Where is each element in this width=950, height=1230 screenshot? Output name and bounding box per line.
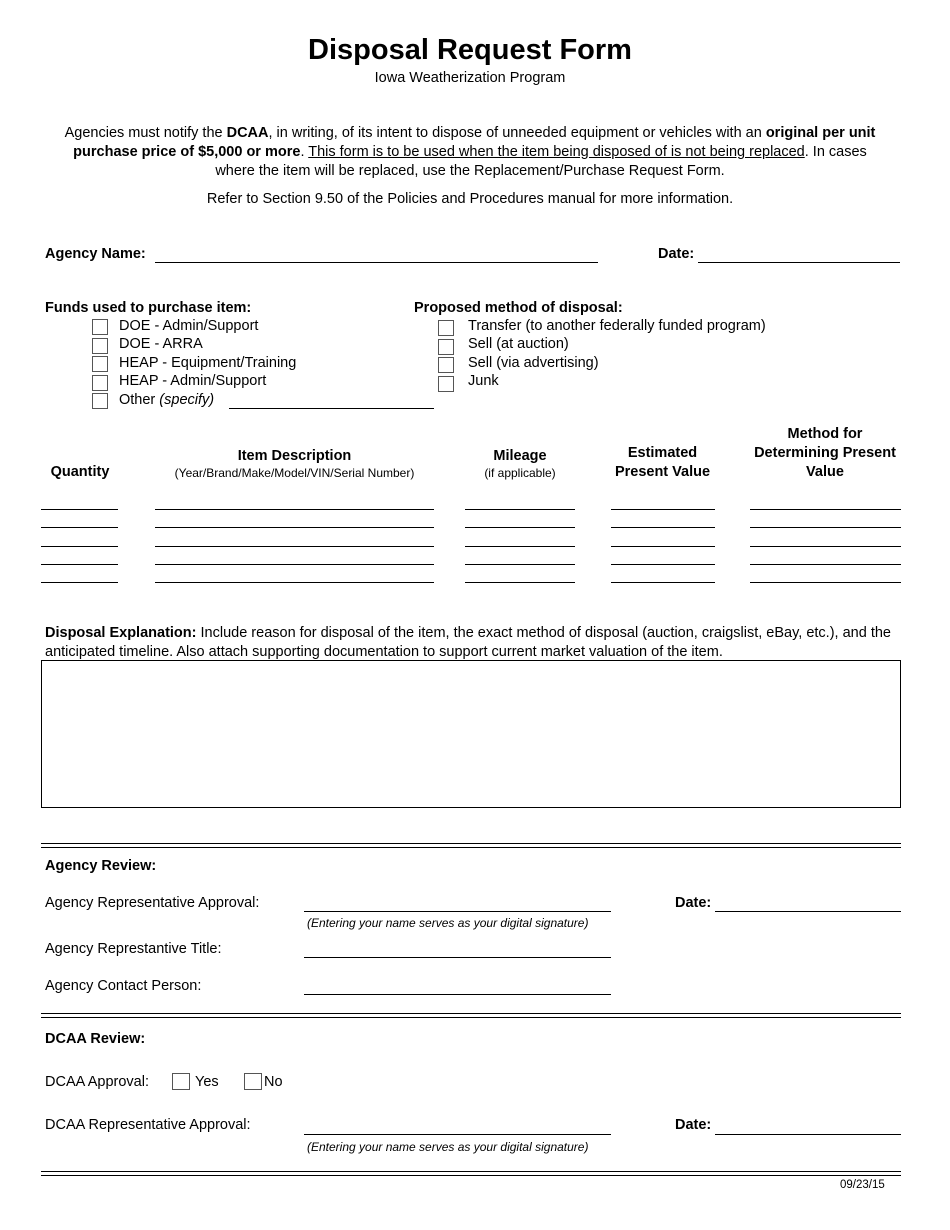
quantity-field[interactable] <box>41 546 118 547</box>
item-description-field[interactable] <box>155 564 434 565</box>
dcaa-review-heading: DCAA Review: <box>45 1031 146 1047</box>
quantity-field[interactable] <box>41 527 118 528</box>
section-divider <box>41 843 901 848</box>
quantity-field[interactable] <box>41 509 118 510</box>
agency-review-heading: Agency Review: <box>45 858 157 874</box>
col-method-header: Method for Determining Present Value <box>754 426 896 480</box>
agency-approval-date-label: Date: <box>675 895 712 911</box>
present-value-field[interactable] <box>611 527 715 528</box>
fund-option-label: DOE - ARRA <box>119 336 203 352</box>
method-option-label: Transfer (to another federally funded program) <box>468 318 766 334</box>
intro-paragraph: Agencies must notify the DCAA, in writing, of its intent to dispose of unneeded equipment or vehicles with an original per unit purchase price of $5,000 or more. This form is to be used when the item being disposed of is not being replaced. In cases where the item will be replaced, use the Replacement/Purchase Request Form. <box>64 125 876 179</box>
item-description-field[interactable] <box>155 527 434 528</box>
dcaa-approval-date-field[interactable] <box>715 1134 901 1135</box>
dcaa-approval-no-checkbox[interactable] <box>244 1073 262 1090</box>
col-quantity-header: Quantity <box>50 464 110 480</box>
col-description-header: Item Description <box>237 448 352 464</box>
col-value-header: Estimated Present Value <box>614 445 711 480</box>
fund-option-label: HEAP - Admin/Support <box>119 373 267 389</box>
quantity-field[interactable] <box>41 564 118 565</box>
present-value-field[interactable] <box>611 509 715 510</box>
valuation-method-field[interactable] <box>750 546 901 547</box>
fund-other-label: Other (specify) <box>119 392 215 408</box>
fund-heap-admin-checkbox[interactable] <box>92 375 108 391</box>
agency-rep-title-label: Agency Represtantive Title: <box>45 941 222 957</box>
method-advertising-checkbox[interactable] <box>438 357 454 373</box>
agency-approval-date-field[interactable] <box>715 911 901 912</box>
method-option-label: Sell (via advertising) <box>468 355 599 371</box>
method-junk-checkbox[interactable] <box>438 376 454 392</box>
signature-note: (Entering your name serves as your digital signature) <box>307 1140 589 1154</box>
method-option-label: Sell (at auction) <box>468 336 569 352</box>
valuation-method-field[interactable] <box>750 582 901 583</box>
dcaa-approval-date-label: Date: <box>675 1117 712 1133</box>
fund-heap-equipment-checkbox[interactable] <box>92 356 108 372</box>
col-mileage-subheader: (if applicable) <box>484 466 556 480</box>
dcaa-approval-label: DCAA Approval: <box>45 1074 149 1090</box>
quantity-field[interactable] <box>41 582 118 583</box>
valuation-method-field[interactable] <box>750 564 901 565</box>
section-divider <box>41 1171 901 1176</box>
item-description-field[interactable] <box>155 509 434 510</box>
disposal-explanation-text: Disposal Explanation: Include reason for disposal of the item, the exact method of disposal (auction, craigslist, eBay, etc.), and the anticipated timeline. Also attach supporting documentation to support current market valuation of the item. <box>45 625 891 660</box>
fund-other-checkbox[interactable] <box>92 393 108 409</box>
agency-name-field[interactable] <box>155 262 598 263</box>
disposal-explanation-box[interactable] <box>41 660 901 808</box>
fund-doe-admin-checkbox[interactable] <box>92 319 108 335</box>
agency-contact-label: Agency Contact Person: <box>45 978 202 994</box>
mileage-field[interactable] <box>465 582 575 583</box>
disposal-method-heading: Proposed method of disposal: <box>414 300 623 316</box>
col-description-subheader: (Year/Brand/Make/Model/VIN/Serial Number) <box>174 466 415 480</box>
date-field[interactable] <box>698 262 900 263</box>
agency-rep-approval-label: Agency Representative Approval: <box>45 895 260 911</box>
present-value-field[interactable] <box>611 582 715 583</box>
mileage-field[interactable] <box>465 546 575 547</box>
present-value-field[interactable] <box>611 546 715 547</box>
mileage-field[interactable] <box>465 527 575 528</box>
method-option-label: Junk <box>468 373 499 389</box>
method-transfer-checkbox[interactable] <box>438 320 454 336</box>
col-mileage-header: Mileage <box>493 448 547 464</box>
valuation-method-field[interactable] <box>750 509 901 510</box>
form-subtitle: Iowa Weatherization Program <box>374 70 566 86</box>
mileage-field[interactable] <box>465 509 575 510</box>
funds-heading: Funds used to purchase item: <box>45 300 252 316</box>
dcaa-rep-approval-field[interactable] <box>304 1134 611 1135</box>
dcaa-rep-approval-label: DCAA Representative Approval: <box>45 1117 251 1133</box>
fund-option-label: DOE - Admin/Support <box>119 318 259 334</box>
form-title: Disposal Request Form <box>308 34 632 66</box>
item-description-field[interactable] <box>155 582 434 583</box>
mileage-field[interactable] <box>465 564 575 565</box>
section-divider <box>41 1013 901 1018</box>
fund-other-specify-field[interactable] <box>229 408 434 409</box>
revision-date: 09/23/15 <box>840 1179 885 1191</box>
agency-rep-title-field[interactable] <box>304 957 611 958</box>
date-label: Date: <box>658 246 695 262</box>
fund-doe-arra-checkbox[interactable] <box>92 338 108 354</box>
agency-contact-field[interactable] <box>304 994 611 995</box>
dcaa-yes-label: Yes <box>195 1074 219 1090</box>
agency-rep-approval-field[interactable] <box>304 911 611 912</box>
agency-name-label: Agency Name: <box>45 246 146 262</box>
method-auction-checkbox[interactable] <box>438 339 454 355</box>
fund-option-label: HEAP - Equipment/Training <box>119 355 297 371</box>
policy-reference: Refer to Section 9.50 of the Policies and Procedures manual for more information. <box>206 191 734 207</box>
signature-note: (Entering your name serves as your digital signature) <box>307 916 589 930</box>
item-description-field[interactable] <box>155 546 434 547</box>
dcaa-approval-yes-checkbox[interactable] <box>172 1073 190 1090</box>
dcaa-no-label: No <box>264 1074 283 1090</box>
valuation-method-field[interactable] <box>750 527 901 528</box>
present-value-field[interactable] <box>611 564 715 565</box>
